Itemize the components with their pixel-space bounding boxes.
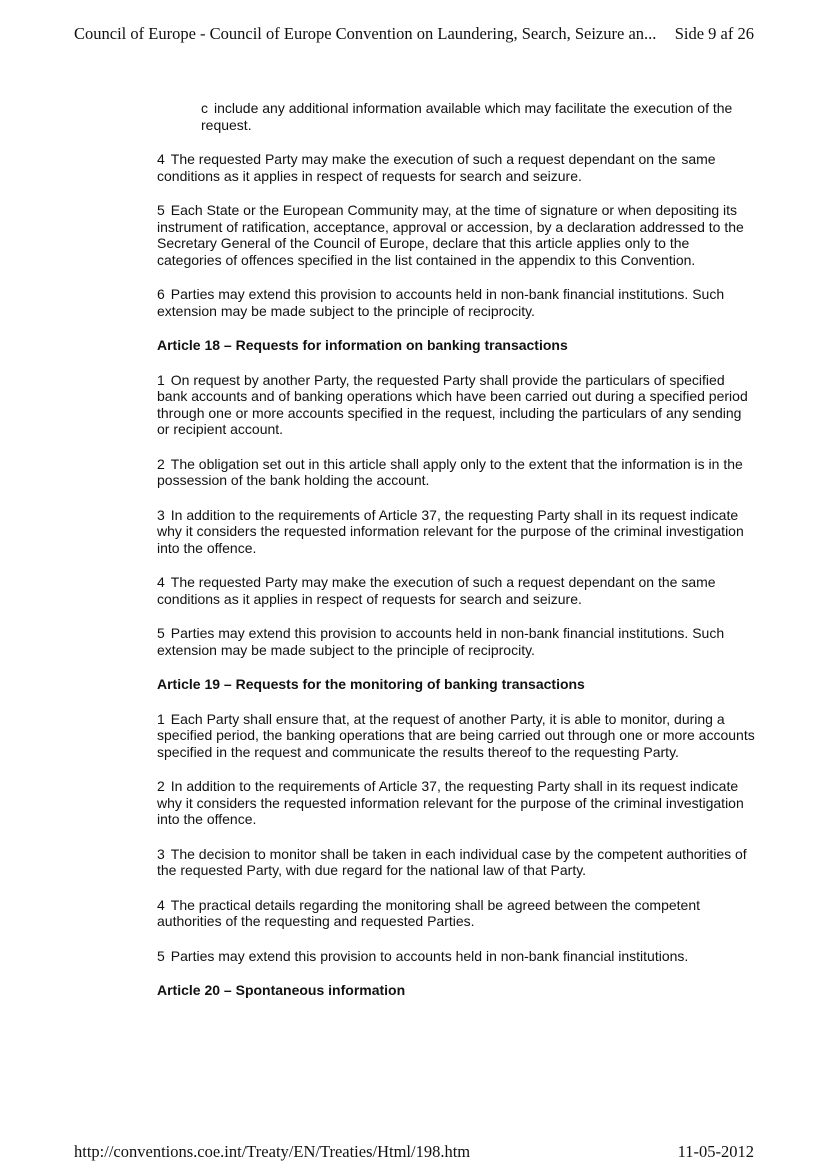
paragraph-number: 2: [157, 778, 165, 794]
paragraph-number: 4: [157, 896, 165, 913]
item-label: c: [201, 100, 208, 116]
paragraph-text: The practical details regarding the monitoring shall be agreed between the competent authorities of the requesting and requested Parties.: [157, 896, 701, 929]
article-18-paragraph-2: [157, 456, 757, 489]
paragraph-text: In addition to the requirements of Article 37, the requesting Party shall in its request indicate why it considers the requested information relevant for the purpose of the criminal investigation into the offence.: [157, 778, 744, 827]
paragraph-text: In addition to the requirements of Article 37, the requesting Party shall in its request indicate why it considers the requested information relevant for the purpose of the criminal investigation into the offence.: [157, 506, 744, 556]
article-18-paragraph-4: [157, 574, 757, 607]
article-19-paragraph-5: [157, 948, 757, 965]
paragraph-number: 1: [157, 371, 165, 388]
article-18-paragraph-3: [157, 507, 757, 557]
paragraph-text: The requested Party may make the execution of such a request dependant on the same conditions as it applies in respect of requests for search and seizure.: [157, 574, 716, 607]
article-20-heading: Article 20 – Spontaneous information: [157, 982, 406, 998]
item-text: include any additional information available which may facilitate the execution of the request.: [201, 100, 733, 133]
paragraph-number: 5: [157, 202, 165, 218]
paragraph-text: Parties may extend this provision to accounts held in non-bank financial institutions.: [170, 947, 689, 964]
page-footer: [74, 1140, 754, 1164]
page-header: [74, 22, 754, 46]
paragraph-number: 1: [157, 710, 165, 727]
paragraph-number: 6: [157, 286, 165, 302]
paragraph-number: 2: [157, 455, 165, 472]
article-19-heading: Article 19 – Requests for the monitoring of banking transactions: [157, 676, 585, 692]
paragraph-number: 3: [157, 845, 165, 862]
paragraph-text: Parties may extend this provision to accounts held in non-bank financial institutions. Such extension may be made subject to the principle of reciprocity.: [157, 286, 725, 319]
page-number: Side 9 af 26: [674, 24, 754, 43]
document-body: [157, 100, 757, 1017]
article-19-paragraph-3: [157, 846, 757, 879]
paragraph-text: Parties may extend this provision to accounts held in non-bank financial institutions. Such extension may be made subject to the principle of reciprocity.: [157, 625, 725, 658]
article-19-paragraph-4: [157, 897, 757, 930]
paragraph-text: Each Party shall ensure that, at the request of another Party, it is able to monitor, during a specified period, the banking operations that are being carried out through one or more accounts specified in the request and communicate the results thereof to the requesting Party.: [157, 710, 755, 760]
paragraph-text: The obligation set out in this article shall apply only to the extent that the information is in the possession of the bank holding the account.: [157, 455, 743, 488]
paragraph-number: 4: [157, 151, 165, 167]
document-title: Council of Europe - Council of Europe Convention on Laundering, Search, Seizure an...: [74, 24, 657, 43]
paragraph-number: 4: [157, 574, 165, 590]
paragraph-number: 5: [157, 947, 165, 964]
paragraph-text: Each State or the European Community may, at the time of signature or when depositing its instrument of ratification, acceptance, approval or accession, by a declaration addressed to the Secretary General of the Council of Europe, declare that this article applies only to the categories of offences specified in the list contained in the appendix to this Convention.: [157, 202, 744, 268]
paragraph-number: 5: [157, 625, 165, 641]
article-19-paragraph-2: [157, 778, 757, 828]
article-19-paragraph-1: [157, 711, 757, 761]
paragraph-text: On request by another Party, the requested Party shall provide the particulars of specified bank accounts and of banking operations which have been carried out during a specified period through one or more accounts specified in the request, including the particulars of any sending or recipient account.: [157, 371, 748, 437]
print-date: 11-05-2012: [677, 1142, 754, 1161]
article-17-paragraph-4: [157, 151, 757, 184]
source-url: http://conventions.coe.int/Treaty/EN/Treaties/Html/198.htm: [74, 1142, 471, 1161]
article-18-paragraph-5: [157, 625, 757, 658]
paragraph-number: 3: [157, 506, 165, 523]
paragraph-text: The requested Party may make the execution of such a request dependant on the same conditions as it applies in respect of requests for search and seizure.: [157, 151, 716, 184]
paragraph-text: The decision to monitor shall be taken in each individual case by the competent authorities of the requested Party, with due regard for the national law of that Party.: [157, 845, 747, 878]
article-18-heading: Article 18 – Requests for information on banking transactions: [157, 337, 568, 353]
list-item-c: [157, 100, 757, 133]
article-18-paragraph-1: [157, 372, 757, 438]
article-17-paragraph-6: [157, 286, 757, 319]
article-17-paragraph-5: [157, 202, 757, 268]
